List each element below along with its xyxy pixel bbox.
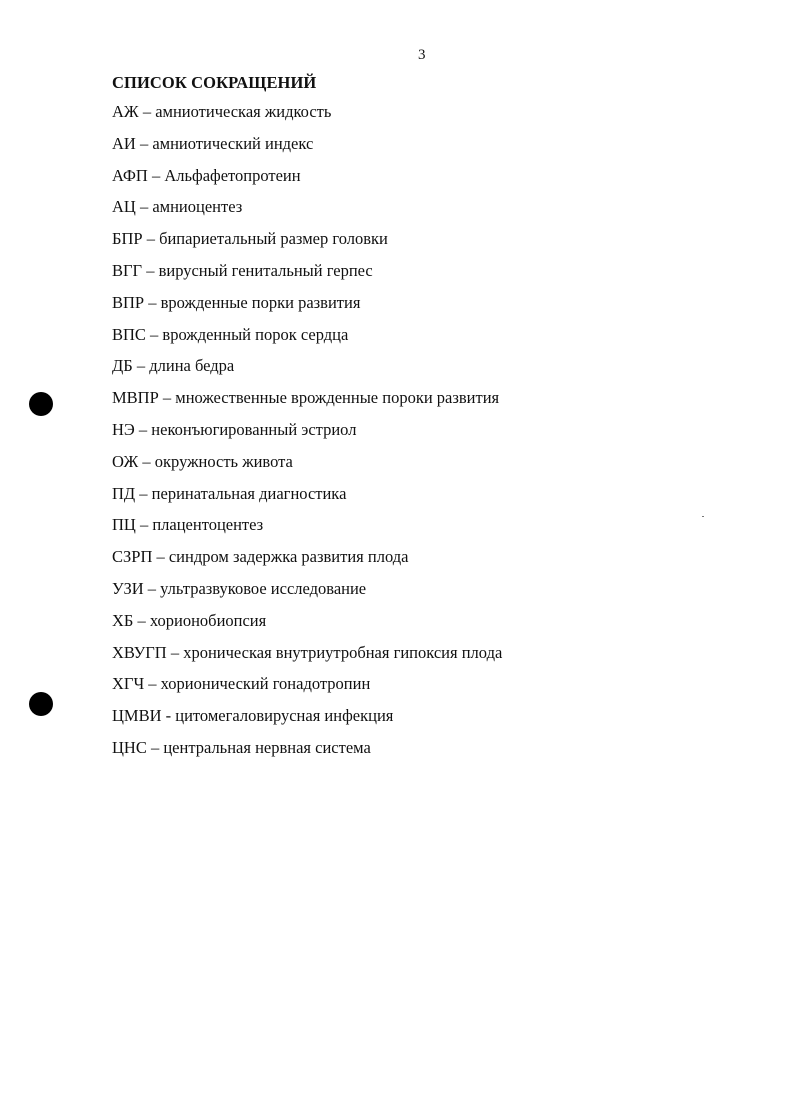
list-item: БПР – бипариетальный размер головки xyxy=(112,229,388,249)
list-item: ЦМВИ - цитомегаловирусная инфекция xyxy=(112,706,394,726)
list-item: ОЖ – окружность живота xyxy=(112,451,293,471)
list-item: АИ – амниотический индекс xyxy=(112,133,314,153)
list-item: АЦ – амниоцентез xyxy=(112,197,243,217)
list-item: УЗИ – ультразвуковое исследование xyxy=(112,578,367,598)
list-item: ЦНС – центральная нервная система xyxy=(112,737,371,757)
list-item: АЖ – амниотическая жидкость xyxy=(112,102,332,121)
list-item: ХБ – хорионобиопсия xyxy=(112,610,267,630)
list-item: НЭ – неконъюгированный эстриол xyxy=(112,419,357,439)
list-item: ВПС – врожденный порок сердца xyxy=(112,324,349,344)
list-item: ВГГ – вирусный генитальный герпес xyxy=(112,260,373,280)
list-item: МВПР – множественные врожденные пороки развития xyxy=(112,388,500,408)
abbreviation-list xyxy=(112,102,502,770)
list-item: ХГЧ – хорионический гонадотропин xyxy=(112,674,371,694)
page-number: 3 xyxy=(418,47,426,63)
binder-hole-mark xyxy=(29,692,53,716)
list-item: ПД – перинатальная диагностика xyxy=(112,483,347,503)
page-title: СПИСОК СОКРАЩЕНИЙ xyxy=(112,73,317,92)
list-item: ВПР – врожденные порки развития xyxy=(112,292,361,312)
binder-hole-mark xyxy=(29,392,53,416)
list-item: ДБ – длина бедра xyxy=(112,356,235,376)
list-item: ХВУГП – хроническая внутриутробная гипоксия плода xyxy=(112,642,503,662)
list-item: СЗРП – синдром задержка развития плода xyxy=(112,547,409,567)
list-item: ПЦ – плацентоцентез xyxy=(112,515,264,535)
scan-speck xyxy=(702,516,704,517)
list-item: АФП – Альфафетопротеин xyxy=(112,165,301,185)
